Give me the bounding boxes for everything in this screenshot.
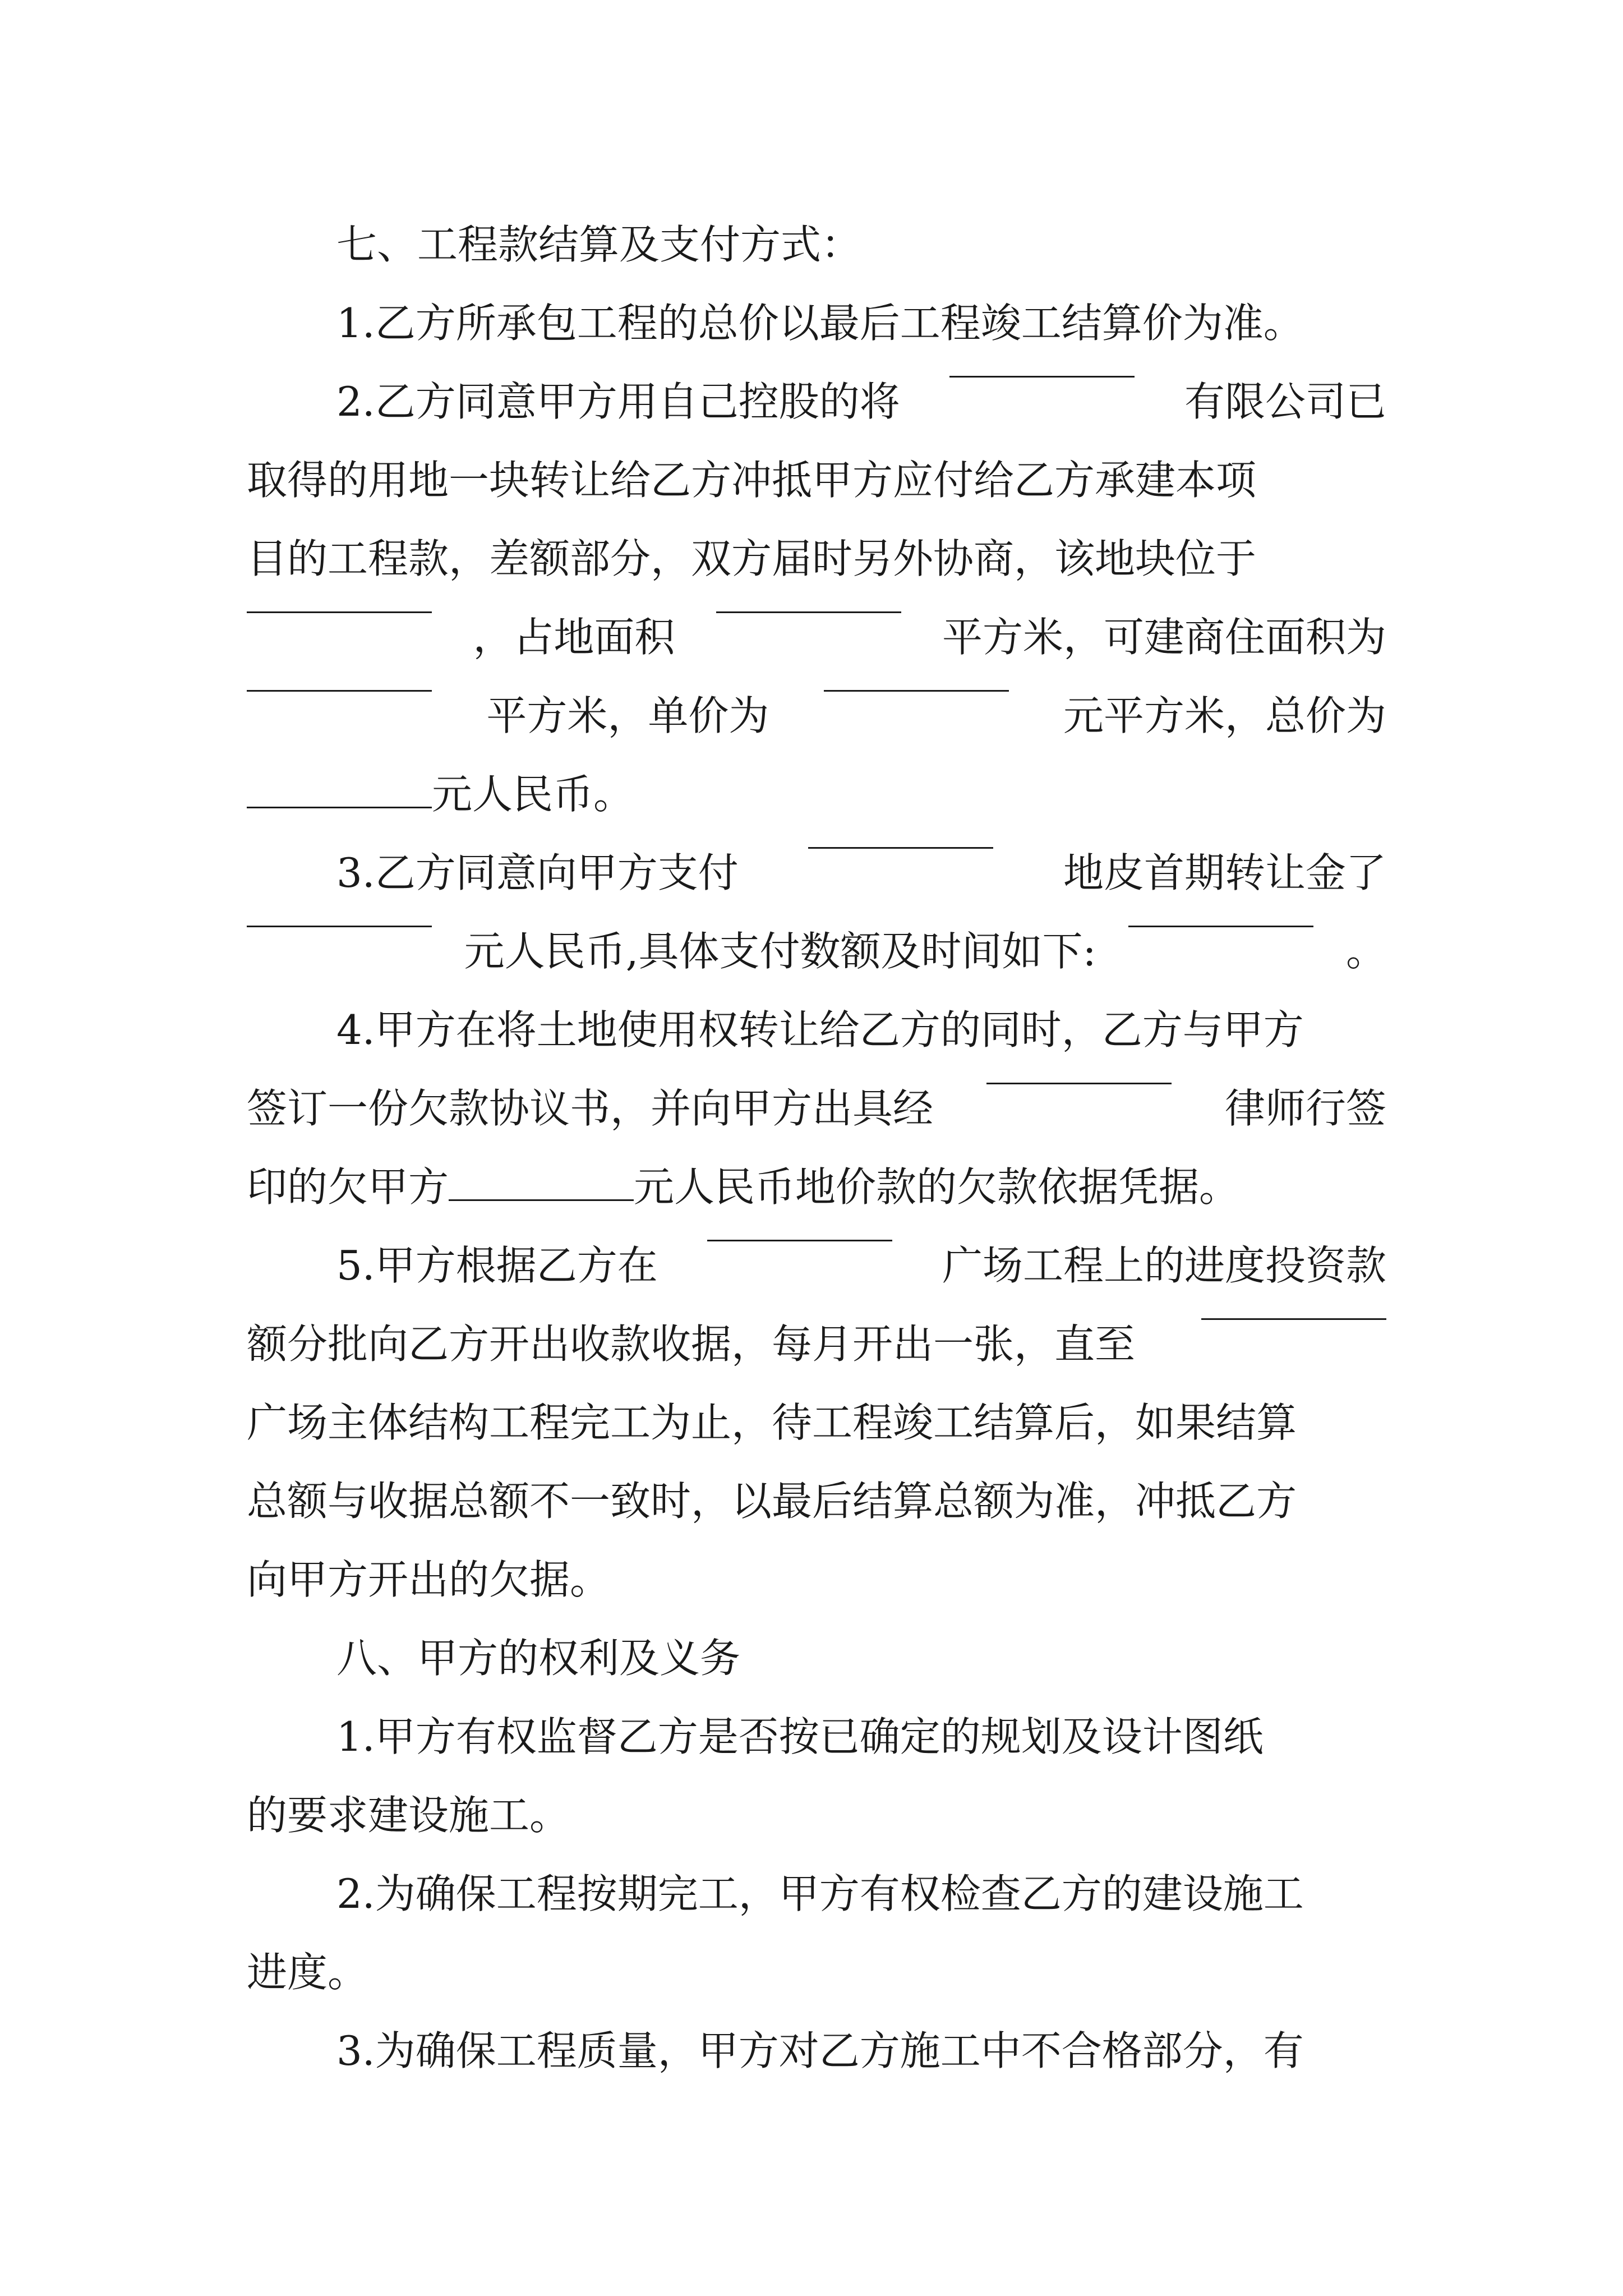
text-segment: 总额与收据总额不一致时，以最后结算总额为准，冲抵乙方 (247, 1478, 1297, 1525)
text-segment: 3.为确保工程质量，甲方对乙方施工中不合格部分，有 (336, 2027, 1304, 2074)
fill-in-blank (707, 1237, 892, 1241)
paragraph-line (336, 295, 1304, 351)
fill-in-blank (716, 609, 901, 613)
fill-in-blank (449, 1197, 634, 1201)
paragraph-line (336, 1002, 1386, 1058)
text-segment: 的要求建设施工。 (247, 1792, 570, 1839)
paragraph-line (336, 1866, 1386, 1922)
paragraph-line (247, 766, 634, 822)
paragraph-line (247, 1944, 368, 2000)
heading-text: 七、工程款结算及支付方式： (336, 221, 862, 268)
paragraph-line (336, 1237, 1386, 1294)
paragraph-line (247, 1316, 1386, 1372)
text-segment: 1.甲方有权监督乙方是否按已确定的规划及设计图纸 (336, 1713, 1264, 1760)
paragraph-line (247, 452, 1386, 508)
text-segment: 进度。 (247, 1949, 368, 1996)
text-segment: 向甲方开出的欠据。 (247, 1556, 611, 1603)
paragraph-line (247, 923, 1386, 979)
fill-in-blank (247, 688, 432, 692)
fill-in-blank (247, 923, 432, 927)
paragraph-line (247, 1787, 570, 1843)
paragraph-line (247, 1552, 610, 1608)
text-segment: 印的欠甲方 (247, 1163, 449, 1211)
paragraph-line (336, 1709, 1386, 1765)
text-segment: 广场工程上的进度投资款 (942, 1242, 1386, 1289)
fill-in-blank (986, 1080, 1172, 1084)
fill-in-blank (824, 688, 1009, 692)
text-segment: 额分批向乙方开出收款收据，每月开出一张，直至 (247, 1320, 1136, 1368)
text-segment: 5.甲方根据乙方在 (336, 1242, 658, 1289)
text-segment: 元人民币,具体支付数额及时间如下: (464, 928, 1096, 975)
fill-in-blank (808, 845, 993, 849)
paragraph-line (247, 688, 1386, 744)
paragraph-line (247, 1159, 1239, 1215)
text-segment: 4.甲方在将土地使用权转让给乙方的同时，乙方与甲方 (336, 1006, 1304, 1053)
paragraph-line (247, 1395, 1386, 1451)
text-segment: 目的工程款，差额部分，双方届时另外协商，该地块位于 (247, 535, 1257, 582)
text-segment: 律师行签 (1224, 1085, 1386, 1132)
fill-in-blank (949, 374, 1135, 378)
paragraph-line (247, 1473, 1386, 1529)
heading-text: 八、甲方的权利及义务 (336, 1635, 741, 1682)
paragraph-line (336, 845, 1386, 901)
text-segment: 2.为确保工程按期完工，甲方有权检查乙方的建设施工 (336, 1870, 1304, 1917)
text-segment: ，占地面积 (473, 614, 675, 661)
item-text: 1.乙方所承包工程的总价以最后工程竣工结算价为准。 (336, 300, 1304, 347)
text-segment: 平方米，单价为 (486, 692, 769, 739)
paragraph-line (336, 2023, 1386, 2079)
fill-in-blank (247, 609, 432, 613)
text-segment: 签订一份欠款协议书，并向甲方出具经 (247, 1085, 934, 1132)
text-segment: 广场主体结构工程完工为止，待工程竣工结算后，如果结算 (247, 1399, 1297, 1446)
text-segment: 平方米，可建商住面积为 (942, 614, 1386, 661)
text-segment: 取得的用地一块转让给乙方冲抵甲方应付给乙方承建本项 (247, 457, 1257, 504)
paragraph-line (336, 374, 1386, 430)
text-segment: 2.乙方同意甲方用自己控股的将 (336, 378, 900, 425)
text-segment: 地皮首期转让金了 (1063, 849, 1386, 896)
paragraph-line (247, 609, 1386, 665)
fill-in-blank (1128, 923, 1313, 927)
section-8-heading (336, 1630, 740, 1686)
text-segment: 3.乙方同意向甲方支付 (336, 849, 739, 896)
section-7-heading (336, 217, 861, 273)
paragraph-line (247, 1080, 1386, 1137)
text-segment: 。 (1345, 928, 1386, 975)
text-segment: 元人民币地价款的欠款依据凭据。 (634, 1163, 1240, 1211)
fill-in-blank (1201, 1316, 1386, 1320)
text-segment: 元平方米，总价为 (1063, 692, 1386, 739)
fill-in-blank (247, 804, 432, 808)
paragraph-line (247, 531, 1386, 587)
text-segment: 有限公司已 (1184, 378, 1386, 425)
text-segment: 元人民币。 (432, 771, 634, 818)
